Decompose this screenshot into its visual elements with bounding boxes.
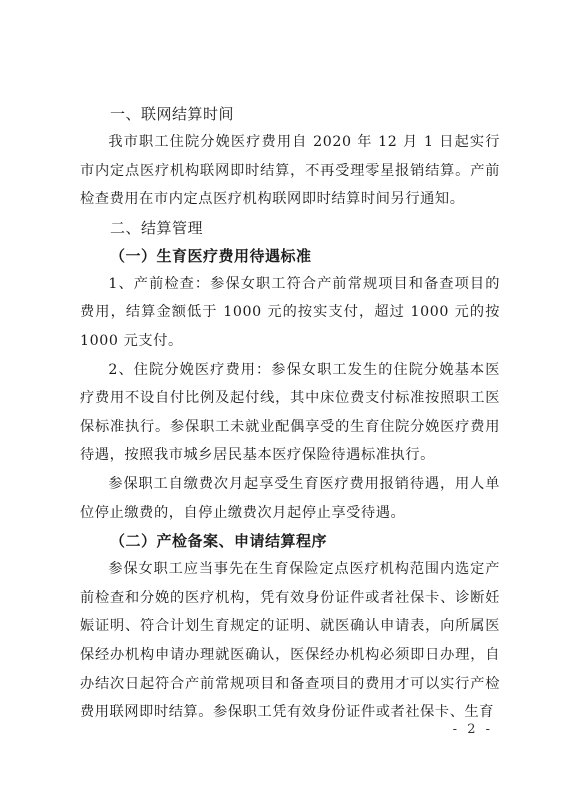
document-body bbox=[80, 100, 500, 727]
subsection-1-heading: （一）生育医疗费用待遇标准 bbox=[110, 246, 312, 265]
subsection-1-paragraph-1: 1、产前检查：参保女职工符合产前常规项目和备查项目的费用，结算金额低于 1000 元的按实支付，超过 1000 元的按 1000 元支付。 bbox=[80, 275, 500, 349]
subsection-2-paragraph-1: 参保女职工应当事先在生育保险定点医疗机构范围内选定产前检查和分娩的医疗机构，凭有效身份证件或者社保卡、诊断妊娠证明、符合计划生育规定的证明、就医确认申请表，向所属医保经办机构申请办理就医确认，医保经办机构必须即日办理，自办结次日起符合产前常规项目和备查项目的费用才可以实行产检费用联网即时结算。参保职工凭有效身份证件或者社保卡、生育 bbox=[80, 561, 500, 721]
page-number: - 2 - bbox=[452, 722, 493, 737]
subsection-2-heading: （二）产检备案、申请结算程序 bbox=[110, 532, 328, 551]
subsection-1-paragraph-3: 参保职工自缴费次月起享受生育医疗费用报销待遇，用人单位停止缴费的，自停止缴费次月起停止享受待遇。 bbox=[80, 475, 500, 521]
section-1-heading: 一、联网结算时间 bbox=[110, 105, 235, 123]
subsection-1-paragraph-2: 2、住院分娩医疗费用：参保女职工发生的住院分娩基本医疗费用不设自付比例及起付线，其中床位费支付标准按照职工医保标准执行。参保职工未就业配偶享受的生育住院分娩医疗费用待遇，按照我市城乡居民基本医疗保险待遇标准执行。 bbox=[80, 361, 500, 464]
section-2-heading: 二、结算管理 bbox=[110, 218, 204, 237]
section-1-paragraph: 我市职工住院分娩医疗费用自 2020 年 12 月 1 日起实行市内定点医疗机构联网即时结算，不再受理零星报销结算。产前检查费用在市内定点医疗机构联网即时结算时间另行通知。 bbox=[80, 134, 500, 208]
